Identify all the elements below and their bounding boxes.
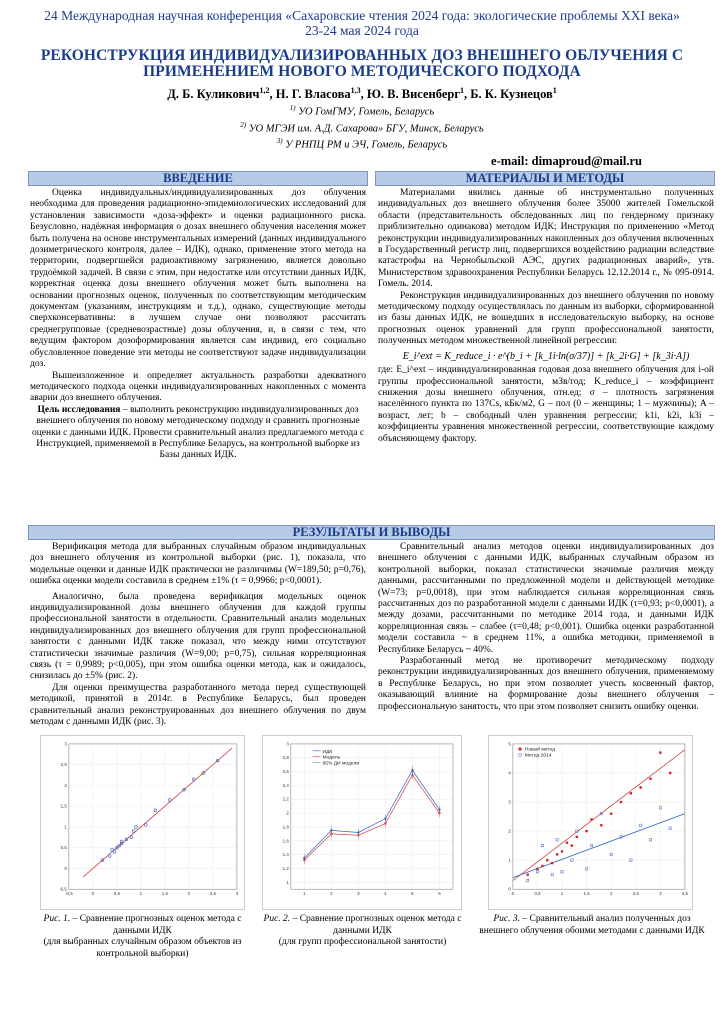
y-tick-label: 4 — [508, 770, 511, 776]
new-method-point — [546, 859, 548, 861]
y-tick-label: 0 — [508, 886, 511, 892]
data-point — [130, 836, 133, 839]
affiliations — [0, 102, 724, 152]
legend-swatch — [519, 748, 521, 750]
data-point — [168, 799, 171, 802]
data-point — [411, 774, 413, 776]
results-right-paragraph-1: Сравнительный анализ методов оценки индивидуализированных доз внешнего облучения с данными ИДК, выбранных случайным образом из контрольной выборки, показал статистически значимые различия между данными, рассчитанными по предложенной модели и действующей методике (W=73; p=0,0018), при этом наблюдается сильная корреляционная связь рассчитанных доз по разработанной модели с данными ИДК (τ=0,93; p<0,0001), а между дозами, рассчитанными по методике 2014 года, и данными ИДК корреляционная связь – слабее (τ=0,48; p<0,001). Ошибка оценки разработанной модели составила ~ в среднем 11%, а ошибка методики, применяемой в Республике Беларусь ~ 40%. — [378, 542, 714, 655]
title-line-2: ПРИМЕНЕНИЕМ НОВОГО МЕТОДИЧЕСКОГО ПОДХОДА — [143, 63, 581, 80]
plot-frame — [291, 744, 453, 889]
data-point — [113, 850, 116, 853]
x-tick-label: 1 — [560, 891, 564, 897]
x-tick-label: 1 — [139, 891, 143, 897]
y-tick-label: 2 — [286, 810, 289, 816]
new-method-point — [669, 772, 671, 774]
new-method-point — [600, 824, 602, 826]
research-aim: Цель исследования – выполнить реконструкцию индивидуализированных доз внешнего облучения по новому методическому подходу и сравнить прогнозные оценки с данными ИДК. Провести сравнительный анализ предлагаемого метода с Инструкцией, применяемой в Республике Беларусь, на контрольной выборке из Базы данных ИДК. — [31, 404, 365, 461]
new-method-point — [551, 862, 553, 864]
new-method-point — [649, 778, 651, 780]
y-tick-label: 0 — [64, 865, 67, 871]
plot-frame — [513, 744, 685, 889]
y-tick-label: -0,5 — [59, 886, 67, 892]
y-tick-label: 1,2 — [282, 865, 289, 871]
new-method-point — [571, 844, 573, 846]
y-tick-label: 1,8 — [282, 824, 289, 830]
data-point — [192, 778, 195, 781]
x-tick-label: 2,5 — [209, 891, 216, 897]
legend-label: 95% ДИ модели — [322, 761, 360, 767]
method-2014-point — [590, 844, 592, 846]
series-line — [304, 775, 439, 860]
new-method-point — [590, 818, 592, 820]
x-tick-label: -0,5 — [65, 891, 73, 897]
intro-header: ВВЕДЕНИЕ — [28, 171, 368, 186]
new-method-point — [556, 853, 558, 855]
data-point — [303, 859, 305, 861]
x-tick-label: 2 — [609, 891, 613, 897]
method-2014-point — [669, 827, 671, 829]
legend-label: ИДК — [322, 749, 333, 755]
new-method-point — [536, 868, 538, 870]
authors: Д. Б. Куликович$^{1,2}$, Н. Г. Власова$^{1,3}$, Ю. В. Висенберг$^1$, Б. К. Кузнецов$^1$ — [167, 86, 557, 102]
affiliation-1: $^{1)}$ УО ГомГМУ, Гомель, Беларусь — [289, 104, 435, 118]
figure-2-caption: Рис. 2. – Сравнение прогнозных оценок метода с данными ИДК (для групп профессиональной занятости) — [263, 914, 462, 947]
data-point — [144, 823, 147, 826]
series-line — [304, 770, 439, 858]
results-left-column — [30, 542, 366, 729]
new-method-point — [620, 801, 622, 803]
figure-1-chart — [40, 735, 245, 910]
x-tick-label: 0 — [91, 891, 95, 897]
intro-paragraph-1: Оценка индивидуальных/индивидуализированных доз облучения необходима для проведения радиационно-эпидемиологических исследований для установления зависимости «доза-эффект» и оценки радиационного риска. Безусловно, надёжная информация о дозах внешнего облучения населения может быть получена на основе инструментальных измерений (данных индивидуального дозиметрического контроля, далее – ИДК), однако, применение этого метода на территории, подвергшейся радиоактивному загрязнению, является довольно трудоёмкой задачей. В связи с этим, при недостатке или отсутствии данных ИДК, корректная оценка дозы внешнего облучения может быть выполнена на основании прогнозных оценок, полученных по соответствующим методическим документам (указаниям, инструкциям и т.д.), однако, существующие методы сверхконсервативны: в лучшем случае они позволяют рассчитать среднегрупповые (средневозрастные) дозы облучения, и, в связи с тем, что ведущим фактором дозоформирования является сам индивид, его социально обусловленное поведение эти методы не соответствуют задаче индивидуализации доз. — [30, 188, 366, 370]
figure-2-chart — [262, 735, 462, 910]
intro-column — [30, 188, 366, 462]
y-tick-label: 1,5 — [60, 803, 67, 809]
method-2014-point — [649, 839, 651, 841]
y-tick-label: 2,4 — [282, 782, 289, 788]
conference-info — [0, 0, 724, 38]
author-4: Б. К. Кузнецов — [470, 87, 553, 102]
results-right-paragraph-2: Разработанный метод не противоречит методическому подходу реконструкции индивидуализированных доз внешнего облучения, применяемому в Республике Беларусь, но при этом позволяет учесть косвенный фактор, оказывающий влияние на формирование дозы внешнего облучения – профессиональную занятость, что при этом позволяет снизить ошибку оценки. — [378, 656, 714, 712]
figure-3-chart — [488, 735, 693, 910]
y-tick-label: 1,6 — [282, 838, 289, 844]
contact-email[interactable]: e-mail: dimaproud@mail.ru — [491, 153, 642, 168]
affiliation-2: $^{2)}$ УО МГЭИ им. А.Д. Сахарова» БГУ, Минск, Беларусь — [240, 120, 484, 135]
y-tick-label: 1 — [286, 879, 289, 885]
x-tick-label: 3 — [235, 891, 239, 897]
x-tick-label: 3 — [357, 891, 360, 897]
method-2014-point — [639, 824, 641, 826]
data-point — [111, 848, 114, 851]
x-tick-label: 5 — [411, 891, 414, 897]
figure-1-caption: Рис. 1. – Сравнение прогнозных оценок метода с данными ИДК (для выбранных случайным образом объектов из контрольной выборки) — [43, 914, 242, 959]
legend-swatch — [519, 754, 521, 756]
y-tick-label: 5 — [508, 741, 511, 747]
x-tick-label: 0,5 — [113, 891, 120, 897]
y-tick-label: 2,2 — [282, 796, 289, 802]
y-tick-label: 3 — [64, 741, 67, 747]
new-method-point — [526, 874, 528, 876]
y-tick-label: 2,5 — [60, 762, 67, 768]
y-tick-label: 1 — [508, 857, 511, 863]
legend-label: Модель — [322, 755, 341, 761]
new-method-point — [659, 751, 661, 753]
method-2014-point — [526, 879, 528, 881]
y-tick-label: 1 — [64, 824, 67, 830]
results-right-column — [378, 542, 714, 713]
y-tick-label: 1,4 — [282, 852, 289, 858]
data-point — [154, 809, 157, 812]
new-method-point — [576, 836, 578, 838]
method-2014-point — [556, 839, 558, 841]
data-point — [108, 855, 111, 858]
new-method-point — [639, 786, 641, 788]
x-tick-label: 2,5 — [632, 891, 639, 897]
y-tick-label: 2 — [64, 782, 67, 788]
regression-formula: E_i^ext = K_reduce_i · e^(b_i + [k_1i·ln(σ/37)] + [k_2i·G] + [k_3i·A]) — [402, 350, 690, 362]
method-2014-point — [551, 874, 553, 876]
poster-title — [0, 48, 724, 80]
new-method-point — [541, 865, 543, 867]
new-method-trendline — [513, 750, 685, 881]
x-tick-label: 2 — [330, 891, 333, 897]
y-tick-label: 3 — [508, 799, 511, 805]
data-point — [132, 830, 135, 833]
y-tick-label: 2,6 — [282, 769, 289, 775]
conference-name: 24 Международная научная конференция «Сахаровские чтения 2024 года: экологические проблемы XXI века» — [44, 8, 680, 23]
methods-column — [378, 188, 714, 445]
data-point — [330, 833, 332, 835]
x-tick-label: 1 — [303, 891, 306, 897]
x-tick-label: 2 — [187, 891, 191, 897]
figure-3-caption: Рис. 3. – Сравнительный анализ полученных доз внешнего облучения обоими методами с данными ИДК — [479, 914, 705, 936]
new-method-point — [630, 792, 632, 794]
methods-paragraph-3: где: E_i^ext – индивидуализированная годовая доза внешнего облучения для i-ой группы профессиональной занятости, мЗв/год; K_reduce_i – коэффициент снижения дозы внешнего облучения, отн.ед; σ – плотность загрязнения населённого пункта по 137Cs, кБк/м2, G – пол (0 – женщины; 1 – мужчины); A – возраст, лет; b – свободный член уравнения регрессии; k1i, k2i, k3i – коэффициенты уравнения множественной регрессии, соответствующие каждому объясняющему фактору. — [378, 365, 714, 444]
regression-line — [83, 748, 232, 877]
title-line-1: РЕКОНСТРУКЦИЯ ИНДИВИДУАЛИЗИРОВАННЫХ ДОЗ ВНЕШНЕГО ОБЛУЧЕНИЯ С — [40, 47, 684, 64]
x-tick-label: 1,5 — [583, 891, 590, 897]
author-3: Ю. В. Висенберг — [366, 87, 461, 102]
results-left-paragraph-2: Аналогично, была проведена верификация модельных оценок индивидуализированной дозы внешнего облучения для каждой группы профессиональной занятости в отдельности. Сравнительный анализ модельных индивидуализированных доз внешнего облучения для групп профессиональной занятости с данными ИДК также показал, что между ними отсутствуют статистически значимые различия (W=9,00; p=0,75), сильная корреляционная связь (τ = 0,9989; p<0,005), при этом ошибка оценки метода, как и ожидалось, снизилась до ±5% (рис. 2). — [30, 591, 366, 682]
conference-dates: 23-24 мая 2024 года — [305, 23, 419, 38]
y-tick-label: 2 — [508, 828, 511, 834]
x-tick-label: 3 — [659, 891, 662, 897]
x-tick-label: 4 — [384, 891, 387, 897]
new-method-point — [585, 830, 587, 832]
methods-paragraph-2: Реконструкция индивидуализированных доз внешнего облучения по новому методическому подходу осуществлялась по данным из выборки, сформированной из базы данных ИДК, не вошедших в исследовательскую выборку, на основе прогнозных оценок уравнений для групп профессиональной занятости, полученных методом множественной линейной регрессии: — [378, 290, 714, 347]
new-method-point — [566, 842, 568, 844]
y-tick-label: 3 — [286, 741, 289, 747]
y-tick-label: 2,8 — [282, 755, 289, 761]
author-2: Н. Г. Власова — [275, 87, 351, 102]
data-point — [438, 812, 440, 814]
methods-header: МАТЕРИАЛЫ И МЕТОДЫ — [375, 171, 715, 186]
author-1: Д. Б. Куликович — [167, 87, 260, 102]
affiliation-3: $^{3)}$ У РНПЦ РМ и ЭЧ, Гомель, Беларусь — [276, 137, 448, 151]
data-point — [384, 822, 386, 824]
x-tick-label: 0 — [511, 891, 515, 897]
methods-paragraph-1: Материалами явились данные об инструментально полученных индивидуальных доз внешнего облучения более 35000 жителей Гомельской области (представительность обследованных лиц по гендерному признаку приблизительно одинакова) методом ИДК; Инструкция по применению «Метод реконструкции индивидуализированных накопленных доз облучения включенных в Государственный регистр лиц, подвергшихся воздействию радиации вследствие катастрофы на Чернобыльской АЭС, других радиационных аварий», утв. Министерством здравоохранения Республики Беларусь 12.12.2014 г., № 095-0914. Гомель. 2014. — [378, 188, 714, 290]
legend-label: Новый метод — [524, 747, 556, 753]
legend-label: Метод 2014 — [524, 753, 552, 759]
x-tick-label: 1,5 — [161, 891, 168, 897]
method-2014-trendline — [513, 814, 685, 878]
method-2014-point — [541, 844, 543, 846]
results-left-paragraph-1: Верификация метода для выбранных случайным образом индивидуальных доз внешнего облучения из контрольной выборки (рис. 1), показала, что модельные оценки и данные ИДК практически не различимы (W=189,50; p=0,76), ошибка оценки модели составила в среднем ±1% (τ = 0,9966; p<0,0001). — [30, 542, 366, 587]
y-tick-label: 0,5 — [60, 845, 67, 851]
new-method-point — [561, 850, 563, 852]
data-point — [357, 834, 359, 836]
new-method-point — [610, 812, 612, 814]
results-left-paragraph-3: Для оценки преимущества разработанного метода перед существующей методикой, принятой в 2014г. в Республике Беларусь, был проведен сравнительный анализ реконструированных доз внешнего облучения по двум методам с данными ИДК (рис. 3). — [30, 682, 366, 728]
intro-paragraph-2: Вышеизложенное и определяет актуальность разработки адекватного методического подхода оценки индивидуализированных накопленных с момента аварии доз внешнего облучения. — [30, 370, 366, 404]
x-tick-label: 6 — [438, 891, 441, 897]
x-tick-label: 3,5 — [681, 891, 688, 897]
results-header: РЕЗУЛЬТАТЫ И ВЫВОДЫ — [28, 525, 715, 540]
x-tick-label: 0,5 — [534, 891, 541, 897]
